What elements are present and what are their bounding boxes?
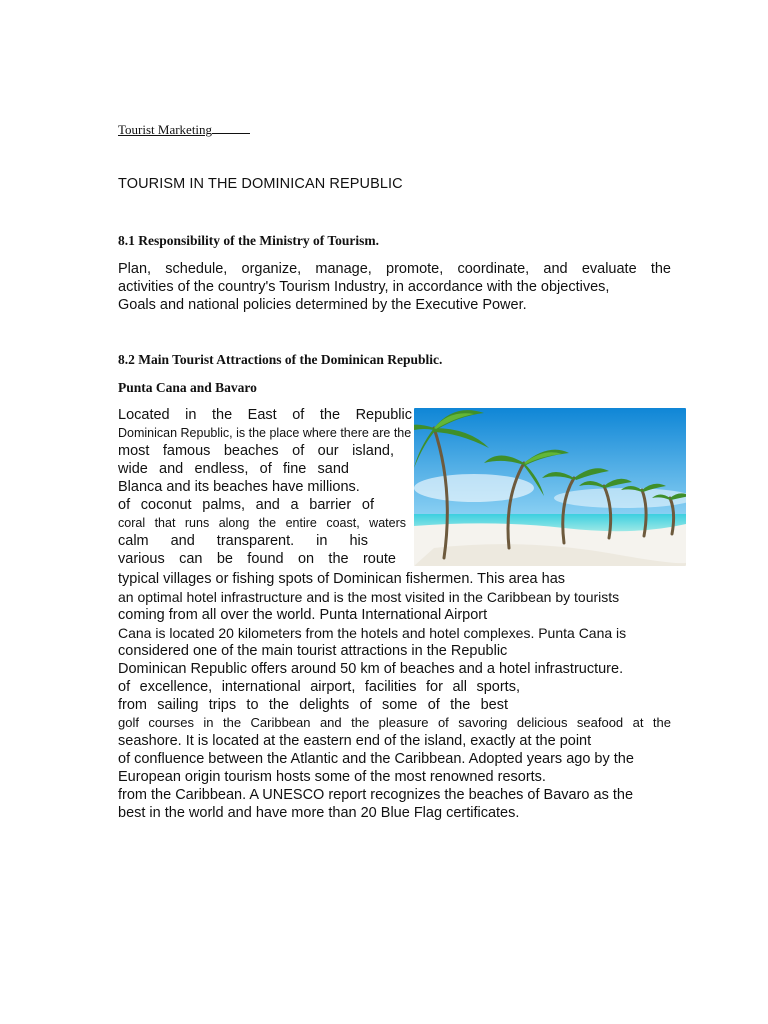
beach-palm-photo — [414, 408, 686, 566]
paragraph-line: activities of the country's Tourism Industry, in accordance with the objectives, — [118, 279, 610, 295]
paragraph-line: seashore. It is located at the eastern end of the island, exactly at the point — [118, 733, 592, 749]
paragraph-line: coming from all over the world. Punta International Airport — [118, 607, 488, 623]
paragraph-line: of excellence, international airport, facilities for all sports, — [118, 679, 520, 695]
paragraph-line: best in the world and have more than 20 Blue Flag certificates. — [118, 805, 520, 821]
paragraph-line: Plan, schedule, organize, manage, promote, coordinate, and evaluate the — [118, 261, 671, 277]
header-label — [118, 122, 250, 138]
paragraph-line: Goals and national policies determined by the Executive Power. — [118, 297, 527, 313]
paragraph-line: golf courses in the Caribbean and the pleasure of savoring delicious seafood at the — [118, 715, 671, 730]
paragraph-line: Dominican Republic, is the place where there are the — [118, 426, 412, 440]
section-heading-8-2: 8.2 Main Tourist Attractions of the Dominican Republic. — [118, 352, 443, 367]
paragraph-line: Located in the East of the Republic — [118, 407, 412, 423]
paragraph-line: various can be found on the route — [118, 551, 396, 567]
paragraph-line: from sailing trips to the delights of some of the best — [118, 697, 508, 713]
paragraph-line: Cana is located 20 kilometers from the hotels and hotel complexes. Punta Cana is — [118, 625, 627, 641]
paragraph-line: considered one of the main tourist attractions in the Republic — [118, 643, 508, 659]
subheading-punta-cana: Punta Cana and Bavaro — [118, 380, 257, 395]
beach-palm-illustration — [414, 408, 686, 566]
paragraph-line: European origin tourism hosts some of the most renowned resorts. — [118, 769, 546, 785]
paragraph-line: calm and transparent. in his — [118, 533, 368, 549]
section-heading-8-1: 8.1 Responsibility of the Ministry of Tourism. — [118, 233, 380, 248]
paragraph-line: typical villages or fishing spots of Dominican fishermen. This area has — [118, 571, 566, 587]
paragraph-line: an optimal hotel infrastructure and is the most visited in the Caribbean by tourists — [118, 589, 620, 605]
wrapped-text-block — [118, 406, 412, 568]
paragraph-line: of confluence between the Atlantic and the Caribbean. Adopted years ago by the — [118, 751, 634, 767]
section-8-1-paragraph — [118, 260, 671, 314]
paragraph-line: Dominican Republic offers around 50 km of beaches and a hotel infrastructure. — [118, 661, 624, 677]
paragraph-line: from the Caribbean. A UNESCO report recognizes the beaches of Bavaro as the — [118, 787, 634, 803]
paragraph-line: Blanca and its beaches have millions. — [118, 479, 360, 495]
header-blank-line — [212, 122, 250, 134]
paragraph-line: wide and endless, of fine sand — [118, 461, 349, 477]
paragraph-line: most famous beaches of our island, — [118, 443, 394, 459]
main-paragraph — [118, 570, 671, 822]
paragraph-line: of coconut palms, and a barrier of — [118, 497, 374, 513]
document-title: TOURISM IN THE DOMINICAN REPUBLIC — [118, 176, 403, 192]
paragraph-line: coral that runs along the entire coast, waters — [118, 516, 406, 530]
header-label-text: Tourist Marketing — [118, 122, 213, 137]
